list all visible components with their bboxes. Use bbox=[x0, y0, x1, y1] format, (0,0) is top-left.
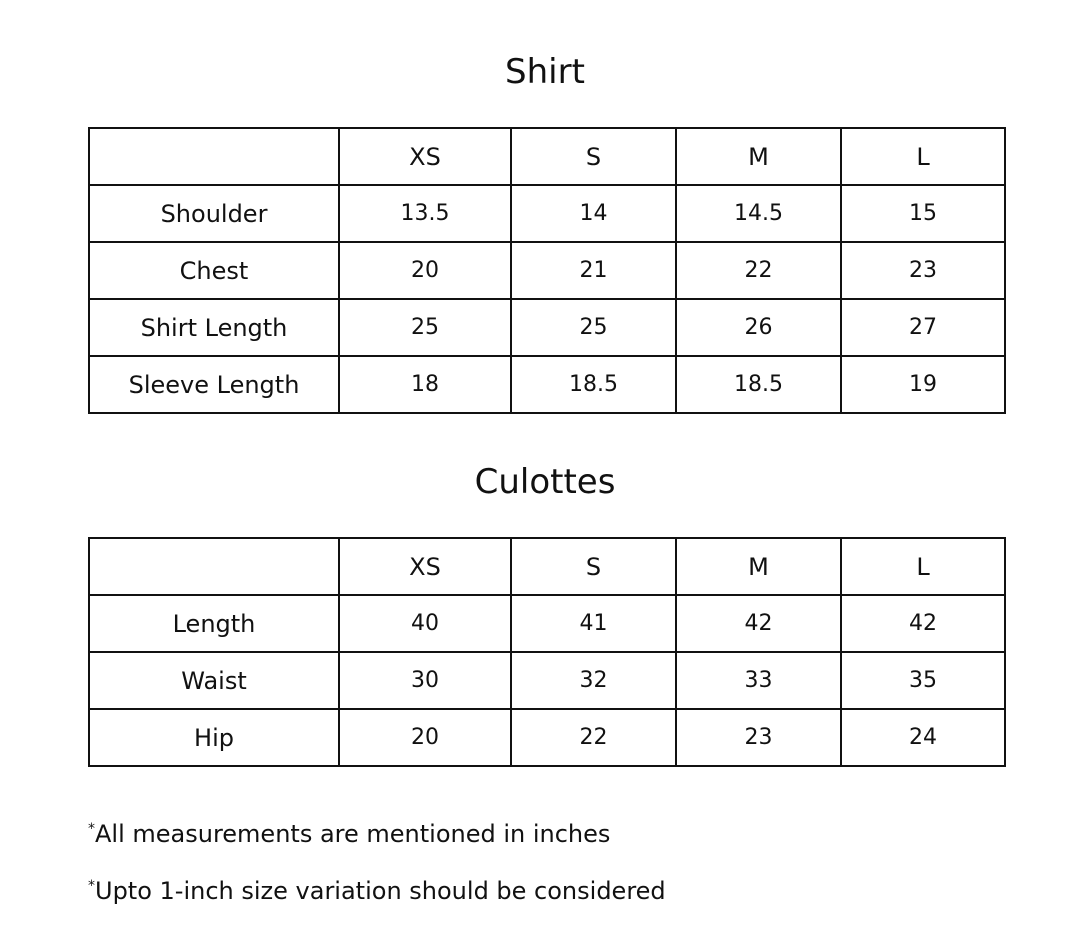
table-header-row bbox=[89, 538, 1005, 595]
header-cell: S bbox=[511, 538, 676, 595]
header-cell: S bbox=[511, 128, 676, 185]
table-cell: 26 bbox=[676, 299, 841, 356]
row-label: Sleeve Length bbox=[89, 356, 339, 413]
table-cell: 23 bbox=[841, 242, 1005, 299]
header-cell: XS bbox=[339, 128, 511, 185]
table-cell: 18.5 bbox=[511, 356, 676, 413]
table-cell: 22 bbox=[511, 709, 676, 766]
table-cell: 25 bbox=[511, 299, 676, 356]
table-cell: 20 bbox=[339, 242, 511, 299]
header-cell: L bbox=[841, 538, 1005, 595]
footnote-asterisk: * bbox=[88, 821, 95, 837]
table-row bbox=[89, 595, 1005, 652]
table-cell: 42 bbox=[841, 595, 1005, 652]
table-cell: 18.5 bbox=[676, 356, 841, 413]
table-cell: 40 bbox=[339, 595, 511, 652]
header-cell: M bbox=[676, 128, 841, 185]
table-cell: 14 bbox=[511, 185, 676, 242]
table-cell: 42 bbox=[676, 595, 841, 652]
row-label: Shirt Length bbox=[89, 299, 339, 356]
table-row bbox=[89, 709, 1005, 766]
table-row bbox=[89, 356, 1005, 413]
table-cell: 15 bbox=[841, 185, 1005, 242]
table-cell: 25 bbox=[339, 299, 511, 356]
table-cell: 30 bbox=[339, 652, 511, 709]
header-cell: L bbox=[841, 128, 1005, 185]
table-cell: 14.5 bbox=[676, 185, 841, 242]
shirt-size-table bbox=[88, 127, 1006, 414]
table-cell: 22 bbox=[676, 242, 841, 299]
header-cell: M bbox=[676, 538, 841, 595]
table-row bbox=[89, 242, 1005, 299]
header-cell bbox=[89, 538, 339, 595]
row-label: Shoulder bbox=[89, 185, 339, 242]
culottes-size-table bbox=[88, 537, 1006, 767]
header-cell bbox=[89, 128, 339, 185]
note-text: Upto 1-inch size variation should be considered bbox=[95, 877, 666, 905]
table-header-row bbox=[89, 128, 1005, 185]
row-label: Length bbox=[89, 595, 339, 652]
culottes-title: Culottes bbox=[474, 462, 616, 502]
table-cell: 19 bbox=[841, 356, 1005, 413]
note-text: All measurements are mentioned in inches bbox=[95, 820, 611, 848]
header-cell: XS bbox=[339, 538, 511, 595]
table-cell: 20 bbox=[339, 709, 511, 766]
size-variation-note bbox=[88, 871, 666, 906]
footnote-asterisk: * bbox=[88, 878, 95, 894]
row-label: Waist bbox=[89, 652, 339, 709]
shirt-title: Shirt bbox=[505, 52, 585, 92]
table-cell: 27 bbox=[841, 299, 1005, 356]
table-row bbox=[89, 652, 1005, 709]
table-cell: 23 bbox=[676, 709, 841, 766]
row-label: Chest bbox=[89, 242, 339, 299]
measurement-unit-note bbox=[88, 814, 610, 849]
table-cell: 33 bbox=[676, 652, 841, 709]
table-cell: 21 bbox=[511, 242, 676, 299]
table-cell: 18 bbox=[339, 356, 511, 413]
row-label: Hip bbox=[89, 709, 339, 766]
table-cell: 13.5 bbox=[339, 185, 511, 242]
table-cell: 32 bbox=[511, 652, 676, 709]
table-cell: 41 bbox=[511, 595, 676, 652]
table-cell: 24 bbox=[841, 709, 1005, 766]
table-row bbox=[89, 185, 1005, 242]
table-row bbox=[89, 299, 1005, 356]
table-cell: 35 bbox=[841, 652, 1005, 709]
